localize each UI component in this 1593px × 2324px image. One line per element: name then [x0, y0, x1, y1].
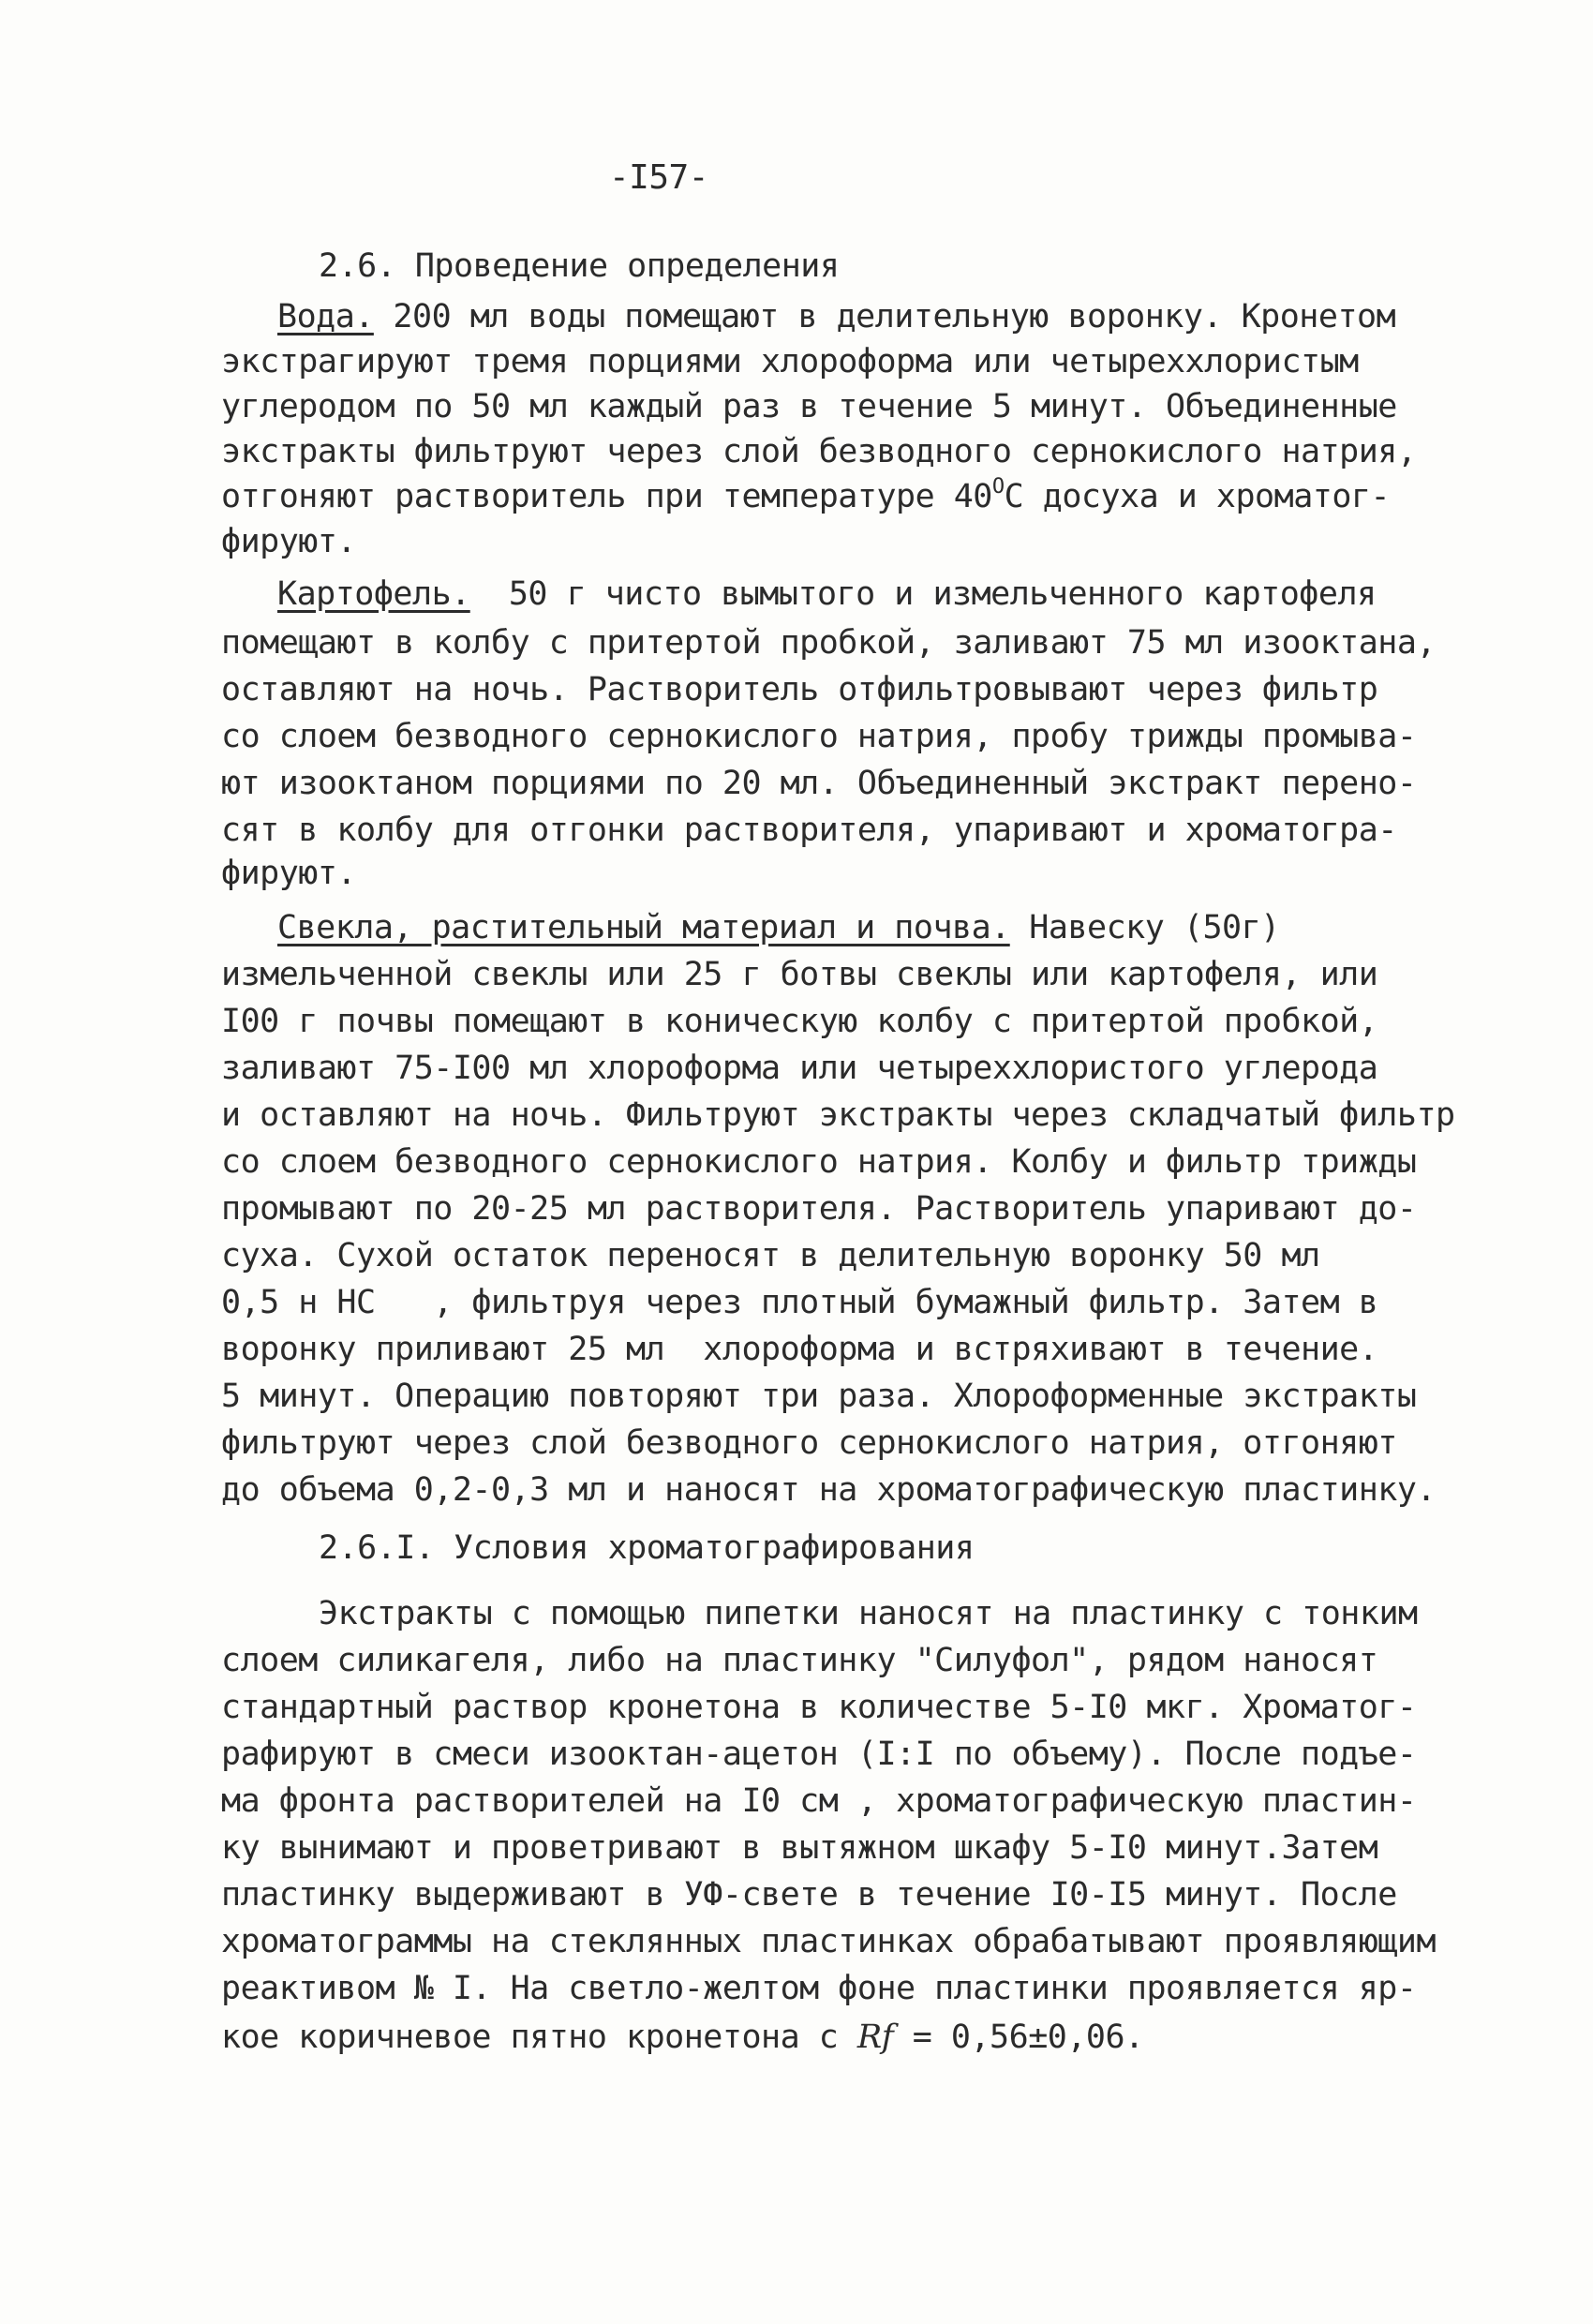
beet-text-7: промывают по 20-25 мл растворителя. Растворитель упаривают до-	[221, 1190, 1417, 1228]
water-text-1: 200 мл воды помещают в делительную воронку. Кронетом	[373, 298, 1396, 335]
page-number: -I57-	[609, 158, 708, 197]
conditions-text-7: пластинку выдерживают в УФ-свете в течение I0-I5 минут. После	[221, 1876, 1397, 1914]
beet-text-10: воронку приливают 25 мл хлороформа и встряхивают в течение.	[221, 1331, 1378, 1368]
conditions-text-9: реактивом № I. На светло-желтом фоне пластинки проявляется яр-	[221, 1970, 1417, 2007]
water-label: Вода.	[277, 298, 374, 335]
potato-text-6: сят в колбу для отгонки растворителя, упаривают и хроматогра-	[221, 812, 1397, 849]
potato-label: Картофель.	[277, 575, 470, 613]
water-text-5	[221, 476, 1390, 517]
beet-text-6: со слоем безводного сернокислого натрия. Колбу и фильтр трижды	[221, 1143, 1417, 1181]
potato-text-4: со слоем безводного сернокислого натрия, пробу трижды промыва-	[221, 718, 1417, 755]
conditions-text-10-prefix: кое коричневое пятно кронетона с	[221, 2019, 857, 2056]
beet-text-12: фильтруют через слой безводного сернокислого натрия, отгоняют	[221, 1424, 1397, 1462]
beet-text-3: I00 г почвы помещают в коническую колбу с притертой пробкой,	[221, 1003, 1378, 1040]
potato-text-2: помещают в колбу с притертой пробкой, заливают 75 мл изооктана,	[221, 624, 1437, 662]
water-text-2: экстрагируют тремя порциями хлороформа или четыреххлористым	[221, 343, 1359, 380]
paragraph-potato-line-1	[277, 574, 1377, 615]
water-text-3: углеродом по 50 мл каждый раз в течение 5 минут. Объединенные	[221, 388, 1397, 425]
potato-text-1: 50 г чисто вымытого и измельченного картофеля	[469, 575, 1377, 613]
conditions-text-10	[221, 2017, 1144, 2058]
water-text-6: фируют.	[221, 523, 357, 560]
section-heading-2-6: 2.6. Проведение определения	[319, 247, 840, 285]
conditions-text-6: ку вынимают и проветривают в вытяжном шкафу 5-I0 минут.Затем	[221, 1829, 1378, 1867]
beet-label: Свекла, растительный материал и почва.	[277, 909, 1010, 946]
paragraph-water-line-1	[277, 296, 1395, 337]
beet-text-1: Навеску (50г)	[1009, 909, 1280, 946]
beet-text-4: заливают 75-I00 мл хлороформа или четыреххлористого углерода	[221, 1050, 1378, 1087]
conditions-text-4: рафируют в смеси изооктан-ацетон (I:I по объему). После подъе-	[221, 1736, 1417, 1773]
water-text-5-main: отгоняют растворитель при температуре 40	[221, 478, 992, 515]
beet-text-13: до объема 0,2-0,3 мл и наносят на хроматографическую пластинку.	[221, 1471, 1437, 1509]
beet-text-11: 5 минут. Операцию повторяют три раза. Хлороформенные экстракты	[221, 1378, 1417, 1415]
degree-mark: O	[991, 475, 1005, 499]
conditions-text-2: слоем силикагеля, либо на пластинку "Силуфол", рядом наносят	[221, 1642, 1378, 1679]
rf-symbol: Rf	[856, 2019, 894, 2056]
conditions-text-5: ма фронта растворителей на I0 см , хроматографическую пластин-	[221, 1782, 1417, 1820]
water-text-4: экстракты фильтруют через слой безводного сернокислого натрия,	[221, 433, 1417, 470]
paragraph-beet-line-1	[277, 907, 1280, 948]
potato-text-7: фируют.	[221, 855, 357, 892]
beet-text-8: суха. Сухой остаток переносят в делительную воронку 50 мл	[221, 1237, 1320, 1274]
potato-text-5: ют изооктаном порциями по 20 мл. Объединенный экстракт перено-	[221, 765, 1417, 802]
beet-text-5: и оставляют на ночь. Фильтруют экстракты через складчатый фильтр	[221, 1096, 1455, 1134]
beet-text-2: измельченной свеклы или 25 г ботвы свеклы или картофеля, или	[221, 956, 1378, 993]
conditions-text-1: Экстракты с помощью пипетки наносят на пластинку с тонким	[319, 1595, 1418, 1632]
water-text-5-tail: C досуха и хроматог-	[1004, 478, 1391, 515]
potato-text-3: оставляют на ночь. Растворитель отфильтровывают через фильтр	[221, 671, 1378, 708]
beet-text-9: 0,5 н НС , фильтруя через плотный бумажный фильтр. Затем в	[221, 1284, 1378, 1321]
rf-value: = 0,56±0,06.	[893, 2019, 1144, 2056]
conditions-text-8: хроматограммы на стеклянных пластинках обрабатывают проявляющим	[221, 1923, 1437, 1960]
section-heading-2-6-1: 2.6.I. Условия хроматографирования	[319, 1529, 975, 1567]
conditions-text-3: стандартный раствор кронетона в количестве 5-I0 мкг. Хроматог-	[221, 1689, 1417, 1726]
